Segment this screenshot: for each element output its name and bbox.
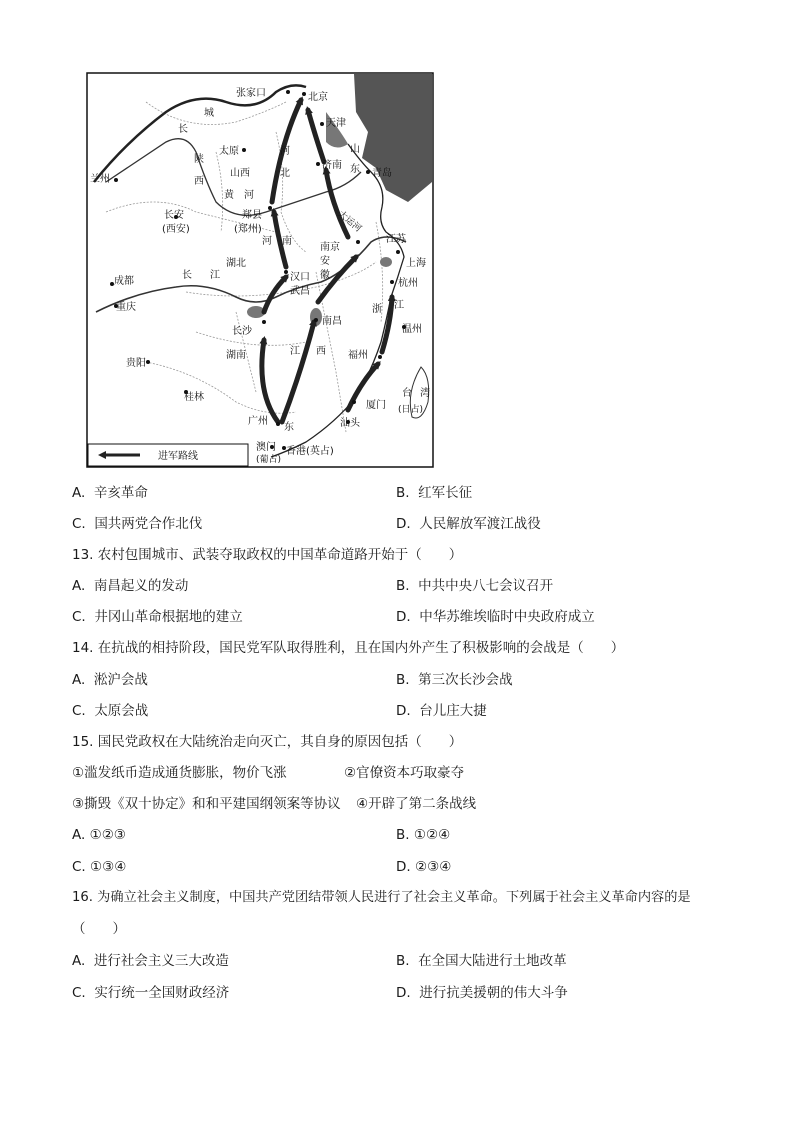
option-letter: B. — [396, 485, 410, 501]
label-changcheng1: 长 — [178, 124, 188, 135]
option-text: 太原会战 — [94, 703, 149, 719]
q12-option-c[interactable] — [72, 515, 202, 533]
option-text: 进行社会主义三大改造 — [93, 953, 229, 969]
label-guilin: 桂林 — [184, 392, 204, 403]
label-taiyuan: 太原 — [219, 146, 239, 157]
q16-option-b[interactable] — [396, 952, 567, 970]
label-guiyang: 贵阳 — [126, 358, 146, 369]
label-jiangsu: 江苏 — [386, 234, 406, 245]
option-text: 台儿庄大捷 — [419, 703, 487, 719]
q15-stem: 15. 国民党政权在大陆统治走向灭亡，其自身的原因包括（ ） — [72, 734, 463, 750]
option-text: 辛亥革命 — [93, 485, 148, 501]
label-zhengzhou: (郑州) — [234, 224, 262, 235]
option-letter: D. — [396, 516, 411, 532]
label-hunan: 湖南 — [226, 350, 246, 361]
label-wuchang: 武昌 — [290, 286, 310, 297]
q16-option-a[interactable] — [72, 952, 229, 970]
q15-option-a[interactable] — [72, 826, 126, 844]
option-letter: C. — [72, 859, 86, 875]
q16-option-c[interactable] — [72, 984, 229, 1002]
label-hongkong: 香港(英占) — [286, 446, 334, 457]
q13-option-a[interactable] — [72, 577, 188, 595]
label-changsha: 长沙 — [232, 326, 252, 337]
q12-option-a[interactable] — [72, 484, 148, 502]
q15-item-1: ①滥发纸币造成通货膨胀，物价飞涨 — [72, 765, 287, 781]
q13-option-c[interactable] — [72, 608, 243, 626]
label-lanzhou: 兰州 — [90, 174, 110, 185]
option-letter: C. — [72, 516, 86, 532]
label-henan1: 河 — [262, 236, 272, 247]
option-letter: D. — [396, 985, 411, 1001]
option-letter: A. — [72, 485, 86, 501]
q15-option-c[interactable] — [72, 858, 126, 876]
option-letter: A. — [72, 578, 86, 594]
label-anhui1: 安 — [320, 256, 330, 267]
option-letter: B. — [396, 672, 410, 688]
label-hankou: 汉口 — [290, 272, 310, 283]
label-qingdao: 青岛 — [372, 168, 392, 179]
option-text: ①③④ — [90, 859, 127, 875]
q14-option-a[interactable] — [72, 671, 148, 689]
label-zhejiang1: 浙 — [372, 304, 382, 315]
option-text: 淞沪会战 — [93, 672, 148, 688]
map-legend — [88, 444, 248, 466]
option-text: 人民解放军渡江战役 — [419, 516, 541, 532]
q16-stem-tail: （ ） — [72, 921, 126, 937]
label-jinan: 济南 — [322, 160, 342, 171]
label-fuzhou: 福州 — [348, 350, 368, 361]
label-shantou: 汕头 — [340, 418, 360, 429]
label-zhejiang2: 江 — [394, 300, 404, 311]
label-huanghe1: 黄 — [224, 190, 234, 201]
option-text: 实行统一全国财政经济 — [94, 985, 230, 1001]
tai-lake — [380, 257, 392, 267]
label-shanxi: 山西 — [230, 168, 250, 179]
q15-item-2: ②官僚资本巧取豪夺 — [344, 765, 465, 781]
label-wenzhou: 温州 — [402, 324, 422, 335]
q13-stem: 13. 农村包围城市、武装夺取政权的中国革命道路开始于（ ） — [72, 547, 463, 563]
option-letter: D. — [396, 609, 411, 625]
label-huanghe2: 河 — [244, 190, 254, 201]
option-letter: C. — [72, 609, 86, 625]
label-tianjin: 天津 — [326, 118, 346, 129]
option-text: ①②④ — [413, 827, 451, 843]
option-letter: D. — [396, 703, 411, 719]
label-shaanxi2: 西 — [194, 176, 204, 187]
label-guangdong: 东 — [284, 422, 294, 433]
option-text: 在全国大陆进行土地改革 — [418, 953, 567, 969]
label-hangzhou: 杭州 — [398, 278, 418, 289]
option-text: 第三次长沙会战 — [418, 672, 513, 688]
option-text: 中华苏维埃临时中央政府成立 — [419, 609, 595, 625]
q13-option-b[interactable] — [396, 577, 553, 595]
label-changcheng2: 城 — [204, 108, 214, 119]
label-riben: (日占) — [398, 405, 424, 415]
label-changjiang2: 江 — [210, 270, 220, 281]
label-nanjing: 南京 — [320, 242, 340, 253]
q14-option-c[interactable] — [72, 702, 148, 720]
route-map — [86, 72, 434, 468]
label-jiangxi2: 西 — [316, 346, 326, 357]
label-shandong2: 东 — [350, 164, 360, 175]
q13-option-d[interactable] — [396, 608, 595, 626]
option-text: 红军长征 — [418, 485, 473, 501]
label-henan2: 南 — [282, 236, 292, 247]
label-shaanxi1: 陕 — [194, 154, 204, 165]
label-anhui2: 徽 — [320, 270, 330, 281]
q16-stem: 16. 为确立社会主义制度，中国共产党团结带领人民进行了社会主义革命。下列属于社会主义革命内容的是 — [72, 890, 691, 905]
q16-option-d[interactable] — [396, 984, 568, 1002]
option-letter: A. — [72, 953, 86, 969]
label-chongqing: 重庆 — [116, 302, 136, 313]
label-hebei2: 北 — [280, 168, 290, 179]
option-text: ①②③ — [89, 827, 126, 843]
label-shanghai: 上海 — [406, 258, 426, 269]
option-text: 井冈山革命根据地的建立 — [94, 609, 243, 625]
label-canal: 大运河 — [335, 209, 363, 235]
q14-option-b[interactable] — [396, 671, 513, 689]
q15-item-3: ③撕毁《双十协定》和和平建国纲领案等协议 — [72, 796, 341, 812]
label-hebei1: 河 — [280, 146, 290, 157]
q15-option-b[interactable] — [396, 826, 450, 844]
label-xian: (西安) — [162, 224, 190, 235]
label-nanchang: 南昌 — [322, 316, 342, 327]
q12-option-b[interactable] — [396, 484, 472, 502]
q14-stem: 14. 在抗战的相持阶段，国民党军队取得胜利，且在国内外产生了积极影响的会战是（ ） — [72, 640, 625, 656]
option-text: ②③④ — [414, 859, 452, 875]
option-letter: D. — [396, 859, 411, 875]
label-macau: 澳门 — [256, 442, 276, 453]
legend-label: 进军路线 — [158, 451, 198, 462]
option-text: 进行抗美援朝的伟大斗争 — [419, 985, 568, 1001]
label-zhengxian: 郑县 — [242, 210, 262, 221]
option-text: 国共两党合作北伐 — [94, 516, 203, 532]
label-taiwan2: 湾 — [420, 388, 430, 399]
q14-option-d[interactable] — [396, 702, 487, 720]
option-text: 南昌起义的发动 — [93, 578, 189, 594]
label-guangzhou: 广州 — [248, 416, 268, 427]
option-letter: C. — [72, 985, 86, 1001]
label-putzhan: (葡占) — [256, 455, 282, 465]
q12-option-d[interactable] — [396, 515, 541, 533]
label-chengdu: 成都 — [114, 276, 134, 287]
option-text: 中共中央八七会议召开 — [418, 578, 554, 594]
label-changjiang1: 长 — [182, 270, 192, 281]
option-letter: A. — [72, 672, 86, 688]
option-letter: B. — [396, 953, 410, 969]
label-taiwan1: 台 — [402, 388, 412, 399]
label-shandong1: 山 — [350, 144, 360, 155]
option-letter: B. — [396, 827, 410, 843]
label-hubei: 湖北 — [226, 258, 246, 269]
option-letter: C. — [72, 703, 86, 719]
label-beijing: 北京 — [308, 92, 328, 103]
option-letter: A. — [72, 827, 86, 843]
label-zhangjiakou: 张家口 — [236, 88, 266, 99]
q15-item-4: ④开辟了第二条战线 — [356, 796, 477, 812]
q15-option-d[interactable] — [396, 858, 451, 876]
option-letter: B. — [396, 578, 410, 594]
label-xiamen: 厦门 — [366, 400, 386, 411]
label-jiangxi1: 江 — [290, 346, 300, 357]
label-changan: 长安 — [164, 210, 184, 221]
